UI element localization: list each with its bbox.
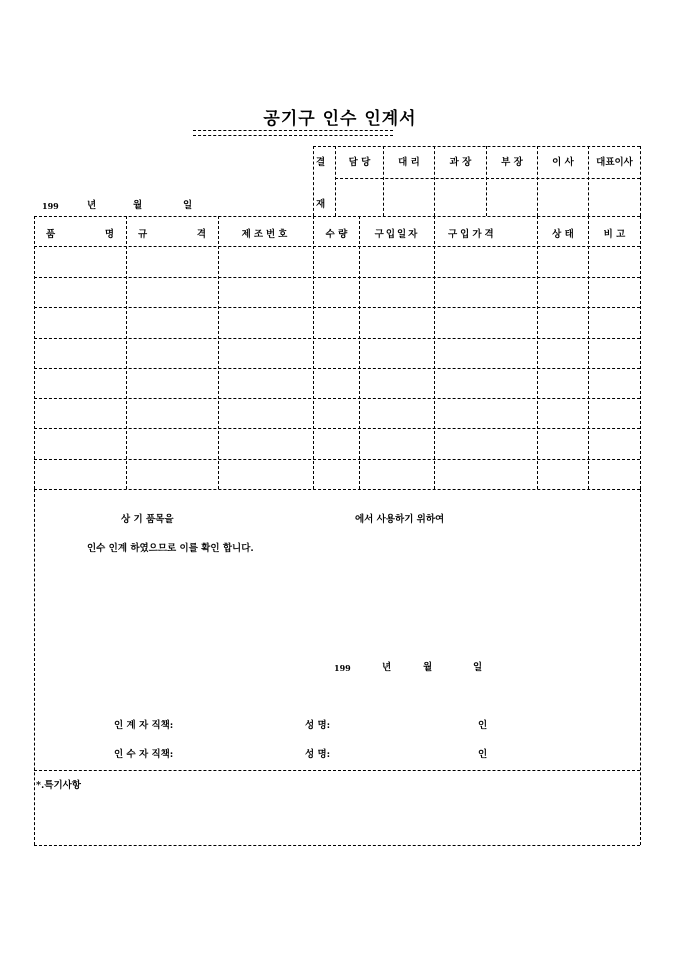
header-remarks: 비 고 bbox=[603, 229, 626, 240]
header-item-name: 품 명 bbox=[46, 229, 114, 240]
document-title: 공기구 인수 인계서 bbox=[263, 109, 417, 129]
header-spec: 규 격 bbox=[138, 229, 206, 240]
bottom-date-year-prefix: 199 bbox=[334, 663, 351, 673]
date-year-prefix: 199 bbox=[42, 201, 59, 211]
approval-label-top: 결 bbox=[316, 157, 326, 168]
bottom-date-year: 년 bbox=[382, 662, 392, 673]
receiver-role: 인 수 자 직책: bbox=[114, 749, 174, 760]
approval-role-manager: 과 장 bbox=[449, 157, 472, 168]
header-quantity: 수 량 bbox=[325, 229, 348, 240]
statement-line1-left: 상 기 품목을 bbox=[121, 514, 174, 525]
header-purchase-date: 구입일자 bbox=[374, 229, 420, 240]
receiver-name-label: 성 명: bbox=[305, 749, 331, 760]
bottom-date-month: 월 bbox=[423, 662, 433, 673]
header-serial-number: 제조번호 bbox=[241, 229, 291, 240]
approval-role-staff: 담 당 bbox=[348, 157, 371, 168]
bottom-date-day: 일 bbox=[473, 662, 483, 673]
statement-line2: 인수 인계 하였으므로 이를 확인 합니다. bbox=[87, 543, 254, 554]
receiver-seal: 인 bbox=[478, 749, 488, 760]
date-month: 월 bbox=[133, 200, 143, 211]
title-underline bbox=[193, 130, 393, 136]
transferor-seal: 인 bbox=[478, 720, 488, 731]
approval-role-assistant: 대 리 bbox=[398, 157, 420, 168]
approval-label-bottom: 재 bbox=[316, 199, 326, 210]
date-year: 년 bbox=[87, 200, 97, 211]
approval-role-director: 이 사 bbox=[552, 157, 574, 168]
transferor-role: 인 계 자 직책: bbox=[114, 720, 174, 731]
transferor-name-label: 성 명: bbox=[305, 720, 331, 731]
approval-role-ceo: 대표이사 bbox=[596, 157, 633, 168]
approval-role-general-manager: 부 장 bbox=[501, 157, 523, 168]
header-condition: 상 태 bbox=[552, 229, 574, 240]
remarks-label: *.특기사항 bbox=[36, 780, 81, 791]
statement-line1-right: 에서 사용하기 위하여 bbox=[355, 514, 445, 525]
header-purchase-price: 구입가격 bbox=[448, 229, 497, 240]
date-day: 일 bbox=[183, 200, 193, 211]
